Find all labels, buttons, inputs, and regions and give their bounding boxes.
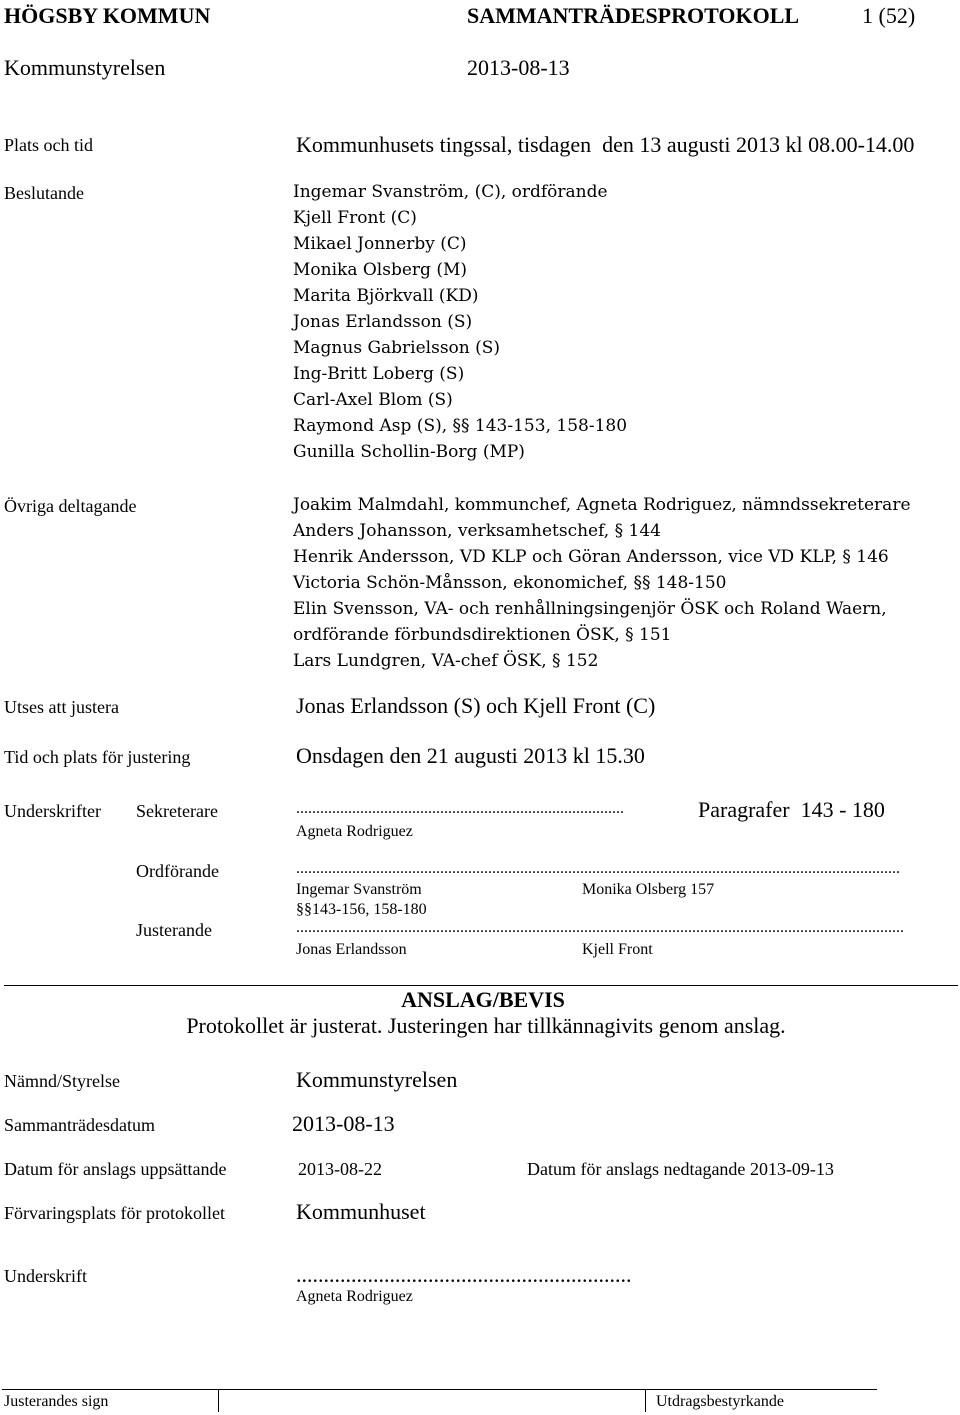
list-item: Mikael Jonnerby (C) xyxy=(293,234,467,254)
other-participants-list xyxy=(293,492,911,674)
adjuster-name: Jonas Erlandsson xyxy=(296,941,407,958)
place-time-label: Plats och tid xyxy=(4,135,93,155)
list-item: Ingemar Svanström, (C), ordförande xyxy=(293,182,608,202)
chair-paragraphs: §§143-156, 158-180 xyxy=(296,901,427,918)
committee-name: Kommunstyrelsen xyxy=(4,55,166,80)
decision-makers-label: Beslutande xyxy=(4,183,84,203)
document-type: SAMMANTRÄDESPROTOKOLL xyxy=(467,3,800,28)
chair-name-substitute: Monika Olsberg 157 xyxy=(582,881,715,898)
list-item: Anders Johansson, verksamhetschef, § 144 xyxy=(293,521,661,541)
posted-date-label: Datum för anslags uppsättande xyxy=(4,1159,227,1179)
list-item: Marita Björkvall (KD) xyxy=(293,286,479,306)
meeting-date-value: 2013-08-13 xyxy=(292,1111,395,1136)
meeting-date: 2013-08-13 xyxy=(467,55,570,80)
place-time-value: Kommunhusets tingssal, tisdagen den 13 augusti 2013 kl 08.00-14.00 xyxy=(296,132,915,157)
adjusters-sign-label: Justerandes sign xyxy=(4,1393,109,1410)
list-item: Lars Lundgren, VA-chef ÖSK, § 152 xyxy=(293,651,599,671)
paragraphs-range: Paragrafer 143 - 180 xyxy=(698,797,885,822)
storage-label: Förvaringsplats för protokollet xyxy=(4,1203,225,1223)
list-item: Jonas Erlandsson (S) xyxy=(293,312,473,332)
secretary-name: Agneta Rodriguez xyxy=(296,823,413,840)
adjusters-value: Jonas Erlandsson (S) och Kjell Front (C) xyxy=(296,693,656,718)
list-item: ordförande förbundsdirektionen ÖSK, § 151 xyxy=(293,625,672,645)
list-item: Kjell Front (C) xyxy=(293,208,417,228)
footer-separator xyxy=(218,1389,219,1412)
list-item: Elin Svensson, VA- och renhållningsingenjör ÖSK och Roland Waern, xyxy=(293,599,887,619)
removed-date xyxy=(527,1160,834,1178)
chair-label: Ordförande xyxy=(136,861,219,881)
removed-date-value: 2013-09-13 xyxy=(749,1159,834,1179)
notice-signature-line: ............................................................. xyxy=(296,1264,632,1286)
list-item: Monika Olsberg (M) xyxy=(293,260,467,280)
notice-signature-name: Agneta Rodriguez xyxy=(296,1288,413,1305)
adjusters-label: Utses att justera xyxy=(4,697,119,717)
list-item: Carl-Axel Blom (S) xyxy=(293,390,453,410)
decision-makers-list xyxy=(293,179,627,465)
signature-label: Underskrift xyxy=(4,1266,87,1286)
adjuster-label: Justerande xyxy=(136,920,212,940)
chair-name: Ingemar Svanström xyxy=(296,881,422,898)
list-item: Magnus Gabrielsson (S) xyxy=(293,338,501,358)
adjuster-signature-line: ........................................................................................................................................................ xyxy=(296,920,904,936)
notice-statement: Protokollet är justerat. Justeringen har tillkännagivits genom anslag. xyxy=(186,1013,786,1038)
meeting-date-label: Sammanträdesdatum xyxy=(4,1115,155,1135)
list-item: Ing-Britt Loberg (S) xyxy=(293,364,465,384)
municipality-name: HÖGSBY KOMMUN xyxy=(4,3,211,28)
list-item: Raymond Asp (S), §§ 143-153, 158-180 xyxy=(293,416,628,436)
adjustment-time-value: Onsdagen den 21 augusti 2013 kl 15.30 xyxy=(296,743,645,768)
signatures-label: Underskrifter xyxy=(4,801,101,821)
other-participants-label: Övriga deltagande xyxy=(4,496,137,516)
list-item: Henrik Andersson, VD KLP och Göran Andersson, vice VD KLP, § 146 xyxy=(293,547,889,567)
secretary-label: Sekreterare xyxy=(136,801,218,821)
board-value: Kommunstyrelsen xyxy=(296,1067,458,1092)
adjuster-name-second: Kjell Front xyxy=(582,941,653,958)
list-item: Joakim Malmdahl, kommunchef, Agneta Rodriguez, nämndssekreterare xyxy=(293,495,911,515)
section-divider xyxy=(4,985,958,986)
board-label: Nämnd/Styrelse xyxy=(4,1071,120,1091)
removed-date-label: Datum för anslags nedtagande xyxy=(527,1159,746,1179)
list-item: Gunilla Schollin-Borg (MP) xyxy=(293,442,525,462)
chair-signature-line: ....................................................................................................................................................... xyxy=(296,861,900,877)
footer-separator xyxy=(645,1389,646,1412)
list-item: Victoria Schön-Månsson, ekonomichef, §§ 148-150 xyxy=(293,573,727,593)
storage-value: Kommunhuset xyxy=(296,1199,426,1224)
secretary-signature-line: .................................................................................. xyxy=(296,801,624,817)
posted-date-value: 2013-08-22 xyxy=(298,1159,382,1179)
extract-certification-label: Utdragsbestyrkande xyxy=(656,1393,784,1410)
footer-rule xyxy=(2,1389,877,1390)
page-number: 1 (52) xyxy=(862,3,916,28)
notice-title: ANSLAG/BEVIS xyxy=(401,987,565,1012)
adjustment-time-label: Tid och plats för justering xyxy=(4,747,191,767)
